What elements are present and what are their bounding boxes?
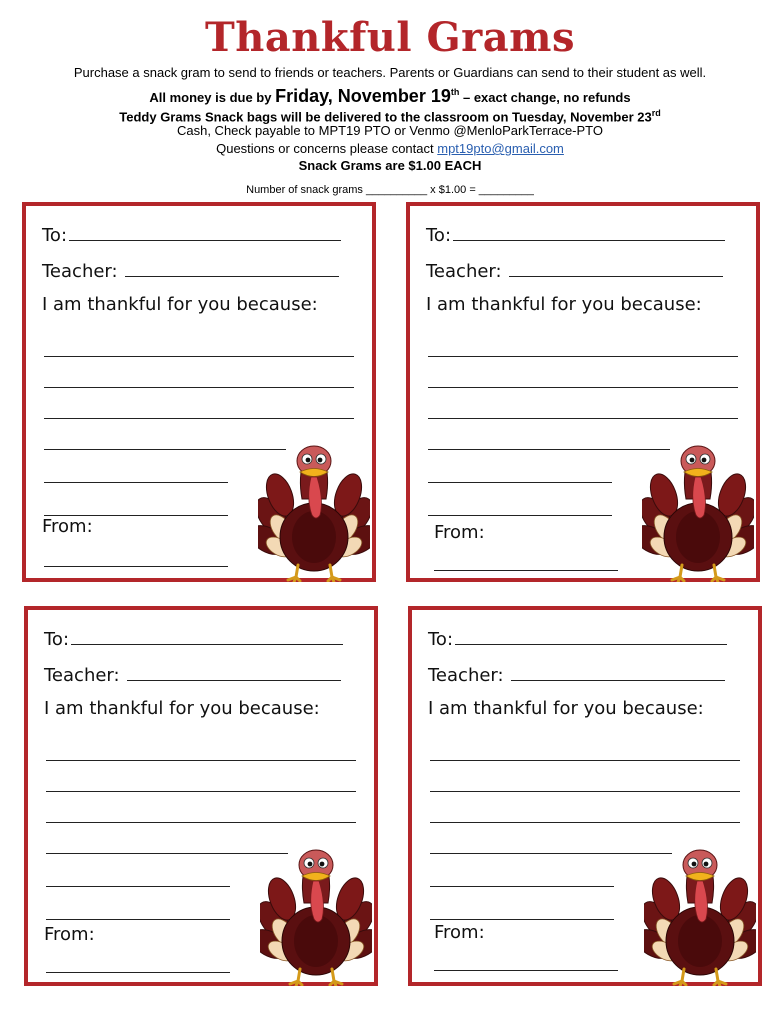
thankful-prompt: I am thankful for you because:	[426, 294, 702, 315]
thankful-prompt: I am thankful for you because:	[42, 294, 318, 315]
turkey-icon	[642, 437, 754, 582]
to-line: To:	[44, 626, 343, 650]
to-line: To:	[42, 222, 341, 246]
from-label: From:	[42, 516, 93, 537]
due-prefix: All money is due by	[149, 90, 272, 105]
questions-prefix: Questions or concerns please contact	[216, 141, 434, 156]
turkey-icon	[258, 437, 370, 582]
turkey-icon	[644, 841, 756, 986]
payment-line: Cash, Check payable to MPT19 PTO or Venmo @MenloParkTerrace-PTO	[176, 123, 603, 138]
questions-line	[0, 140, 780, 158]
gram-card-4	[408, 606, 762, 986]
gram-card-1	[22, 202, 376, 582]
intro-text: Purchase a snack gram to send to friends or teachers. Parents or Guardians can send to their student as well.	[73, 65, 707, 80]
thankful-prompt: I am thankful for you because:	[428, 698, 704, 719]
due-date: Friday, November 19th	[275, 86, 460, 106]
from-label: From:	[434, 922, 485, 943]
from-label: From:	[434, 522, 485, 543]
from-label: From:	[44, 924, 95, 945]
email-link[interactable]: mpt19pto@gmail.com	[437, 141, 564, 156]
teacher-line: Teacher:	[42, 258, 339, 282]
count-line: Number of snack grams __________ x $1.00 = _________	[246, 184, 534, 196]
turkey-icon	[260, 841, 372, 986]
to-line: To:	[428, 626, 727, 650]
page-title: Thankful Grams	[205, 14, 575, 61]
thankful-prompt: I am thankful for you because:	[44, 698, 320, 719]
gram-card-3	[24, 606, 378, 986]
teacher-line: Teacher:	[426, 258, 723, 282]
teacher-line: Teacher:	[44, 662, 341, 686]
due-suffix: – exact change, no refunds	[462, 90, 631, 105]
to-line: To:	[426, 222, 725, 246]
gram-card-2	[406, 202, 760, 582]
teacher-line: Teacher:	[428, 662, 725, 686]
delivery-line: Teddy Grams Snack bags will be delivered to the classroom on Tuesday, November 23rd	[119, 108, 661, 125]
price-line: Snack Grams are $1.00 EACH	[298, 158, 482, 173]
